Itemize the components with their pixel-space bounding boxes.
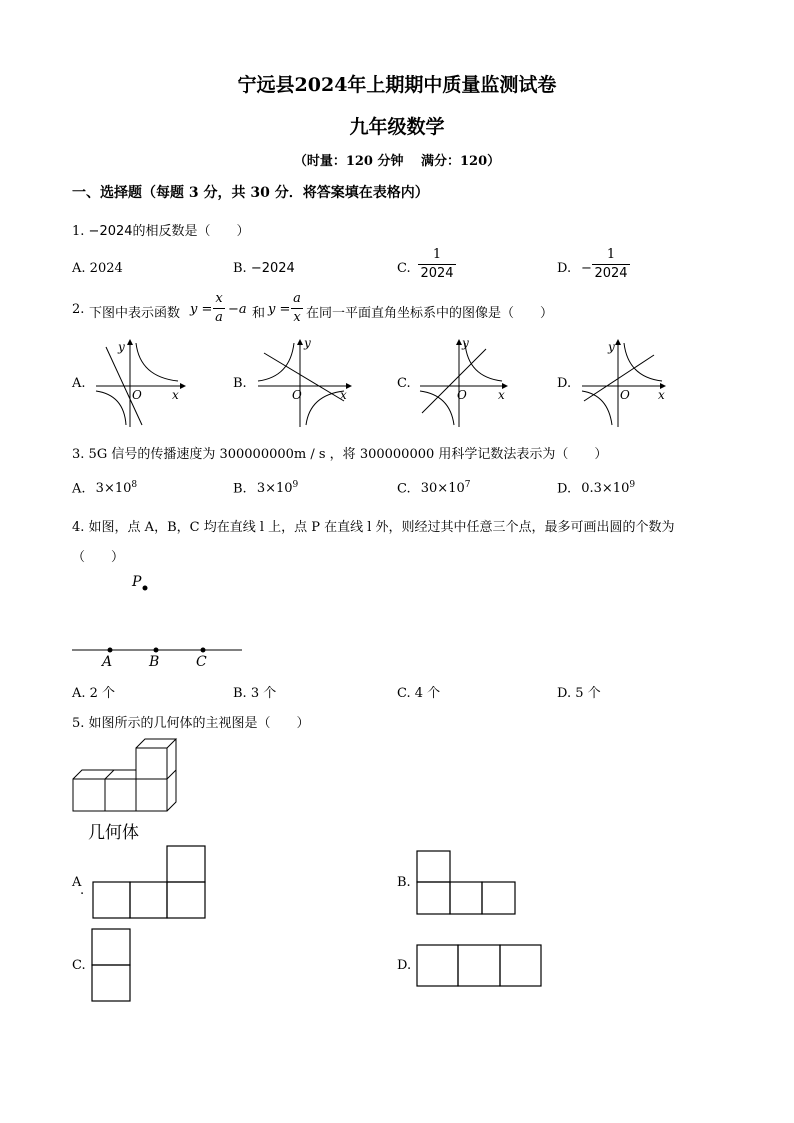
point-p-label: P bbox=[132, 574, 142, 590]
q1-expression: −2024 bbox=[88, 224, 133, 239]
exam-info: （时量：120 分钟 满分：120） bbox=[293, 154, 501, 169]
q4-stem bbox=[72, 516, 675, 535]
q2-f2-fraction bbox=[291, 291, 303, 326]
q1-option-d-label[interactable]: D. bbox=[557, 261, 572, 276]
option-base: 0.3×10 bbox=[581, 481, 630, 497]
q3-number: 3. bbox=[72, 447, 85, 462]
q5-option-c-view bbox=[91, 928, 133, 1004]
exam-title: 宁远县2024年上期期中质量监测试卷 bbox=[237, 74, 557, 96]
q5-option-d-label[interactable]: D. bbox=[397, 958, 412, 973]
q3-option-a[interactable] bbox=[72, 480, 137, 496]
q2-option-c-label[interactable]: C. bbox=[397, 376, 411, 391]
option-exponent: 8 bbox=[131, 480, 138, 490]
q5-stem bbox=[72, 712, 310, 731]
option-exponent: 9 bbox=[292, 480, 299, 490]
q2-f1-fraction bbox=[213, 291, 225, 326]
option-exponent: 7 bbox=[464, 480, 471, 490]
point-b-label: B bbox=[149, 654, 160, 670]
q1-option-c-label[interactable]: C. bbox=[397, 261, 411, 276]
hyperbola-branch bbox=[96, 391, 126, 425]
fraction-numerator: 1 bbox=[606, 247, 616, 262]
option-label: A. bbox=[72, 481, 86, 497]
q5-option-b-label[interactable]: B. bbox=[397, 875, 411, 890]
function-line bbox=[584, 355, 654, 401]
q2-text-after: 在同一平面直角坐标系中的图像是（ ） bbox=[306, 306, 554, 321]
axis-x-label: x bbox=[498, 388, 505, 402]
origin-label: O bbox=[457, 388, 467, 402]
q1-option-a[interactable] bbox=[72, 261, 123, 276]
fraction-denominator: a bbox=[215, 310, 223, 325]
q4-paren: （ ） bbox=[72, 550, 125, 565]
q1-option-d-fraction bbox=[592, 247, 630, 282]
option-value: −2024 bbox=[250, 261, 295, 276]
hyperbola-branch bbox=[420, 391, 454, 425]
point-c-label: C bbox=[196, 654, 207, 670]
point-b bbox=[154, 648, 159, 653]
q1-option-b[interactable] bbox=[233, 261, 295, 276]
point-p bbox=[143, 586, 148, 591]
exam-subtitle: 九年级数学 bbox=[349, 116, 445, 138]
q4-option-c[interactable]: C. 4 个 bbox=[397, 686, 441, 701]
q2-option-b-label[interactable]: B. bbox=[233, 376, 247, 391]
q5-option-b-view bbox=[416, 850, 518, 916]
q2-option-d-label[interactable]: D. bbox=[557, 376, 572, 391]
y-axis-arrow bbox=[127, 339, 133, 345]
q3-option-c[interactable] bbox=[397, 480, 470, 496]
function-line bbox=[264, 353, 344, 401]
fraction-denominator: 2024 bbox=[420, 266, 454, 281]
q3-text: 5G 信号的传播速度为 300000000m / s ，将 300000000 用科学记数法表示为（ ） bbox=[88, 447, 608, 462]
fraction-bar bbox=[213, 308, 225, 309]
q2-option-a-label[interactable]: A. bbox=[72, 376, 86, 391]
q5-solid-figure bbox=[72, 738, 182, 814]
fraction-numerator: a bbox=[293, 291, 301, 306]
section-heading: 一、选择题（每题 3 分，共 30 分．将答案填在表格内） bbox=[72, 185, 429, 201]
axis-y-label: y bbox=[304, 336, 311, 350]
origin-label: O bbox=[132, 388, 142, 402]
q5-number: 5. bbox=[72, 716, 85, 731]
option-exponent: 9 bbox=[629, 480, 636, 490]
q3-stem bbox=[72, 443, 607, 462]
axis-y-label: y bbox=[118, 340, 125, 354]
q1-option-d-sign: − bbox=[581, 261, 592, 276]
axis-x-label: x bbox=[658, 388, 665, 402]
q5-caption: 几何体 bbox=[88, 823, 139, 843]
fraction-denominator: 2024 bbox=[594, 266, 628, 281]
option-base: 3×10 bbox=[256, 481, 293, 497]
option-label: C. bbox=[397, 481, 411, 497]
q3-option-b[interactable] bbox=[233, 480, 298, 496]
q5-option-d-view bbox=[416, 944, 544, 988]
fraction-numerator: x bbox=[215, 291, 223, 306]
q1-number: 1. bbox=[72, 224, 85, 239]
x-axis-arrow bbox=[180, 383, 186, 389]
option-value: 2024 bbox=[89, 261, 123, 276]
hyperbola-branch bbox=[465, 343, 502, 381]
q1-text: 的相反数是（ ） bbox=[132, 224, 250, 239]
q4-option-b[interactable]: B. 3 个 bbox=[233, 686, 277, 701]
q4-option-a[interactable]: A. 2 个 bbox=[72, 686, 116, 701]
q2-graph-b bbox=[254, 337, 354, 429]
x-axis-arrow bbox=[346, 383, 352, 389]
q5-text: 如图所示的几何体的主视图是（ ） bbox=[88, 716, 310, 731]
q4-text: 如图，点 A，B，C 均在直线 l 上，点 P 在直线 l 外，则经过其中任意三个点，最多可画出圆的个数为 bbox=[88, 520, 675, 535]
hyperbola-branch bbox=[136, 343, 178, 381]
option-base: 3×10 bbox=[95, 481, 132, 497]
y-axis-arrow bbox=[297, 339, 303, 345]
q2-f1-lhs: y = bbox=[190, 302, 213, 317]
origin-label: O bbox=[620, 388, 630, 402]
q2-number: 2. bbox=[72, 302, 85, 317]
fraction-bar bbox=[592, 264, 630, 265]
option-label: B. bbox=[233, 261, 247, 276]
option-label: B. bbox=[233, 481, 247, 497]
option-label: A. bbox=[72, 261, 86, 276]
q3-option-d[interactable] bbox=[557, 480, 635, 496]
point-c bbox=[201, 648, 206, 653]
q5-option-a-label[interactable]: A bbox=[72, 875, 82, 890]
q5-option-a-view bbox=[92, 845, 208, 921]
q5-option-c-label[interactable]: C. bbox=[72, 958, 86, 973]
hyperbola-branch bbox=[258, 343, 294, 381]
option-base: 30×10 bbox=[420, 481, 465, 497]
origin-label: O bbox=[292, 388, 302, 402]
q5-option-a-dot: . bbox=[80, 883, 85, 898]
q2-text-before: 下图中表示函数 bbox=[89, 306, 181, 321]
q2-graph-d bbox=[578, 337, 673, 429]
q2-f2-lhs: y = bbox=[268, 302, 291, 317]
fraction-bar bbox=[291, 308, 303, 309]
q2-mid: 和 bbox=[252, 306, 266, 321]
fraction-numerator: 1 bbox=[432, 247, 442, 262]
fraction-denominator: x bbox=[293, 310, 301, 325]
q1-stem bbox=[72, 220, 250, 239]
hyperbola-branch bbox=[582, 391, 612, 425]
y-axis-arrow bbox=[615, 339, 621, 345]
q2-graph-c bbox=[416, 337, 511, 429]
q1-option-c-fraction bbox=[418, 247, 456, 282]
q2-graph-a bbox=[92, 337, 187, 429]
axis-y-label: y bbox=[462, 336, 469, 350]
hyperbola-branch bbox=[306, 391, 344, 425]
point-a-label: A bbox=[102, 654, 113, 670]
axis-x-label: x bbox=[340, 388, 347, 402]
option-label: D. bbox=[557, 481, 572, 497]
q4-figure bbox=[70, 570, 250, 670]
axis-x-label: x bbox=[172, 388, 179, 402]
q4-number: 4. bbox=[72, 520, 85, 535]
fraction-bar bbox=[418, 264, 456, 265]
q2-f1-rest: −a bbox=[228, 302, 247, 317]
function-line bbox=[422, 349, 486, 413]
q4-option-d[interactable]: D. 5 个 bbox=[557, 686, 601, 701]
point-a bbox=[108, 648, 113, 653]
axis-y-label: y bbox=[608, 340, 615, 354]
